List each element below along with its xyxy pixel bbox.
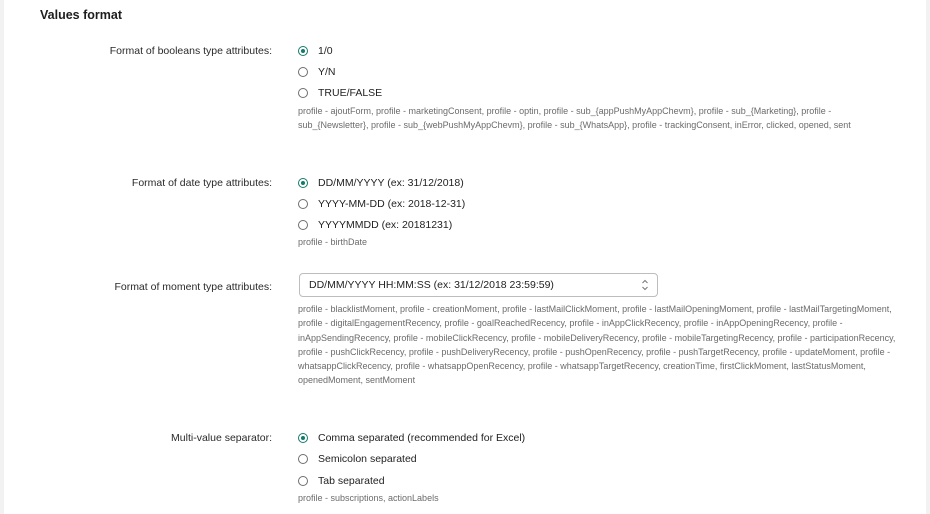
chevron-up-down-icon: [641, 278, 649, 292]
option-label: DD/MM/YYYY (ex: 31/12/2018): [318, 177, 464, 189]
option-label: Semicolon separated: [318, 453, 417, 465]
option-label: Tab separated: [318, 475, 385, 487]
radio-checked-icon[interactable]: [298, 433, 308, 443]
moment-format-label: Format of moment type attributes:: [114, 281, 272, 293]
radio-unchecked-icon[interactable]: [298, 88, 308, 98]
option-label: Comma separated (recommended for Excel): [318, 432, 526, 444]
date-attributes-note: profile - birthDate: [298, 237, 368, 247]
option-label: YYYYMMDD (ex: 20181231): [318, 219, 453, 231]
date-format-label: Format of date type attributes:: [131, 177, 272, 189]
option-label: YYYY-MM-DD (ex: 2018-12-31): [318, 198, 466, 210]
option-label: TRUE/FALSE: [318, 87, 383, 99]
radio-unchecked-icon[interactable]: [298, 67, 308, 77]
radio-unchecked-icon[interactable]: [298, 454, 308, 464]
radio-checked-icon[interactable]: [298, 46, 308, 56]
separator-option-semicolon[interactable]: [298, 452, 417, 466]
booleans-attributes-note: profile - ajoutForm, profile - marketingConsent, profile - optin, profile - sub_{appPushMyAppChevm}, profile - sub_{Marketing}, profile - sub_{Newsletter}, profile - sub_{webPushMyAppChevm}, profile - sub_{WhatsApp}, profile - trackingConsent, inError, clicked, opened, sent: [298, 106, 851, 131]
separator-option-comma[interactable]: [298, 431, 525, 445]
moment-format-select[interactable]: [299, 273, 658, 297]
radio-checked-icon[interactable]: [298, 178, 308, 188]
radio-unchecked-icon[interactable]: [298, 476, 308, 486]
option-label: 1/0: [318, 45, 333, 57]
booleans-format-label: Format of booleans type attributes:: [109, 45, 272, 57]
select-value: DD/MM/YYYY HH:MM:SS (ex: 31/12/2018 23:59:59): [309, 279, 554, 291]
radio-unchecked-icon[interactable]: [298, 220, 308, 230]
separator-option-tab[interactable]: [298, 474, 385, 488]
separator-attributes-note: profile - subscriptions, actionLabels: [298, 493, 439, 503]
booleans-option-y-n[interactable]: [298, 65, 336, 79]
values-format-panel: [4, 0, 926, 514]
date-option-yyyy-mm-dd[interactable]: [298, 197, 465, 211]
option-label: Y/N: [318, 66, 336, 78]
separator-label: Multi-value separator:: [171, 432, 272, 444]
date-option-yyyymmdd[interactable]: [298, 218, 452, 232]
radio-unchecked-icon[interactable]: [298, 199, 308, 209]
moment-attributes-note: profile - blacklistMoment, profile - creationMoment, profile - lastMailClickMoment, profile - lastMailOpeningMoment, profile - lastMailTargetingMoment, profile - digitalEngagementRecency, profile - goalReachedRecency, profile - inAppClickRecency, profile - inAppOpeningRecency, profile - inAppSendingRecency, profile - mobileClickRecency, profile - mobileDeliveryRecency, profile - mobileTargetingRecency, profile - participationRecency, profile - pushClickRecency, profile - pushDeliveryRecency, profile - pushOpenRecency, profile - pushTargetRecency, profile - updateMoment, profile - whatsappClickRecency, profile - whatsappOpenRecency, profile - whatsappTargetRecency, creationTime, firstClickMoment, lastStatusMoment, openedMoment, sentMoment: [298, 304, 896, 386]
booleans-option-true-false[interactable]: [298, 86, 382, 100]
section-title: Values format: [40, 8, 122, 22]
date-option-dd-mm-yyyy[interactable]: [298, 176, 464, 190]
booleans-option-1-0[interactable]: [298, 44, 333, 58]
